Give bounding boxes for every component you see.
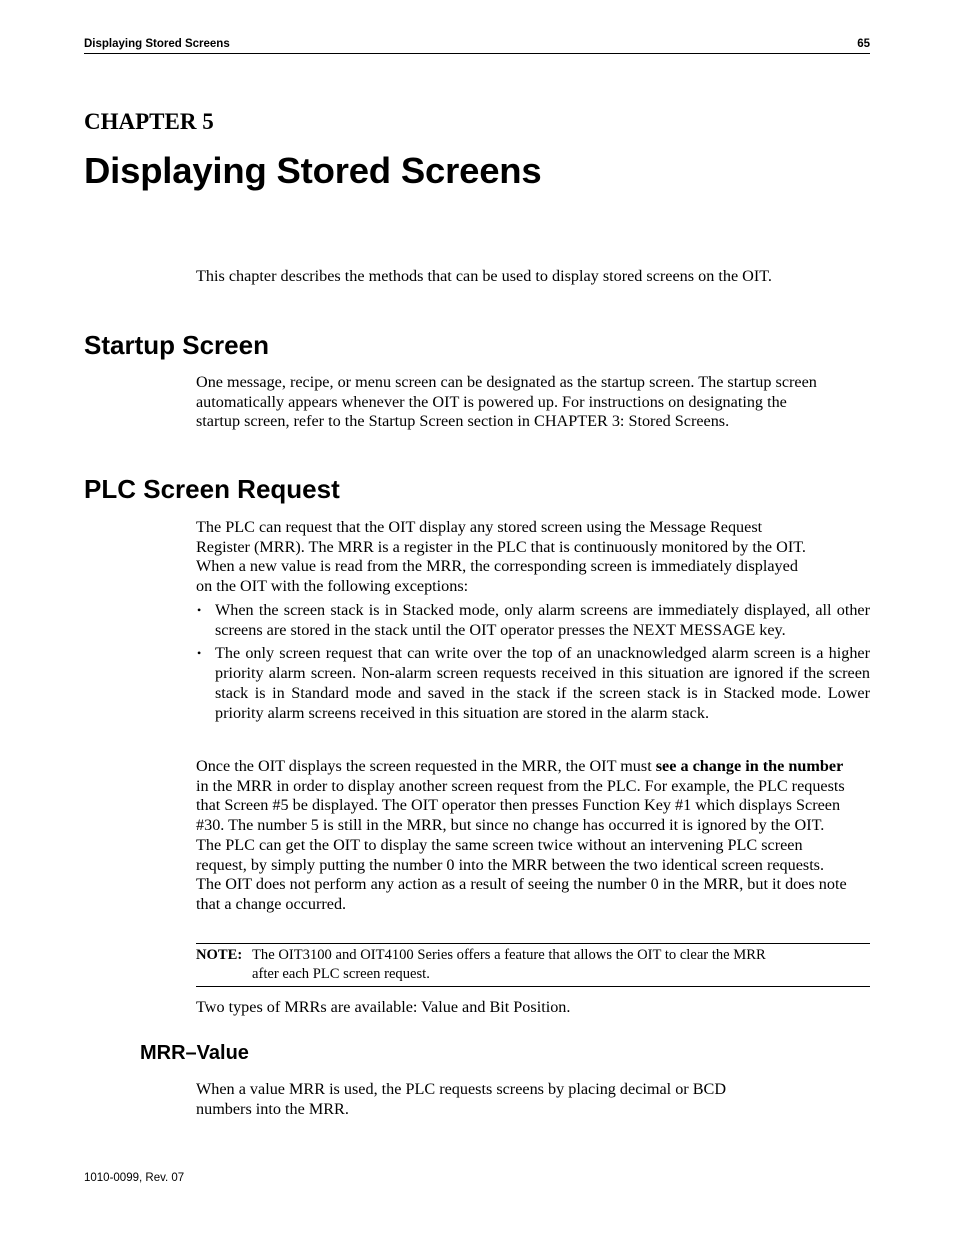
note-label: NOTE: — [196, 947, 243, 963]
startup-line: startup screen, refer to the Startup Screen section in CHAPTER 3: Stored Screens. — [196, 412, 730, 431]
note-line: after each PLC screen request. — [252, 965, 430, 982]
startup-line: automatically appears whenever the OIT is powered up. For instructions on designating the — [196, 392, 787, 411]
note-text — [252, 946, 864, 983]
list-item — [196, 601, 870, 640]
mrr-value-line: When a value MRR is used, the PLC requests screens by placing decimal or BCD — [196, 1080, 727, 1098]
section-heading-plc: PLC Screen Request — [84, 474, 340, 504]
mrr-types-paragraph — [196, 998, 870, 1018]
startup-paragraph — [196, 373, 870, 432]
running-header-title: Displaying Stored Screens — [84, 38, 230, 50]
exceptions-list — [196, 601, 870, 723]
mrr-types-text: Two types of MRRs are available: Value and Bit Position. — [196, 998, 571, 1016]
subsection-heading-mrr-value: MRR–Value — [140, 1042, 249, 1064]
startup-line: One message, recipe, or menu screen can be designated as the startup screen. The startup screen — [196, 373, 817, 391]
note-box — [196, 943, 870, 987]
bullet-icon: • — [197, 603, 202, 617]
plc-intro-line: Register (MRR). The MRR is a register in the PLC that is continuously monitored by the OIT. — [196, 537, 806, 556]
page-number: 65 — [857, 38, 870, 50]
paragraph-text-start: Once the OIT displays the screen requested in the MRR, the OIT must — [196, 757, 656, 775]
plc-intro-line: The PLC can request that the OIT display any stored screen using the Message Request — [196, 518, 763, 536]
list-item — [196, 644, 870, 723]
chapter-label: CHAPTER 5 — [84, 109, 214, 134]
bullet-icon: • — [197, 646, 202, 661]
paragraph-text-end: in the MRR in order to display another screen request from the PLC. For example, the PLC requests that Screen #5 be displayed. The OIT operator then presses Function Key #1 which displays Screen #30. The number 5 is still in the MRR, but since no change has occurred it is ignored by the OIT. The PLC can get the OIT to display the same screen twice without an intervening PLC screen request, by simply putting the number 0 into the MRR between the two identical screen requests. The OIT does not perform any action as a result of seeing the number 0 in the MRR, but it does note that a change occurred. — [196, 776, 847, 913]
paragraph-text — [196, 757, 852, 915]
mrr-change-paragraph — [196, 757, 852, 915]
section-heading-startup: Startup Screen — [84, 330, 269, 360]
intro-text: This chapter describes the methods that can be used to display stored screens on the OIT. — [196, 267, 772, 285]
list-item-text: When the screen stack is in Stacked mode, only alarm screens are immediately displayed, all other screens are stored in the stack until the OIT operator presses the NEXT MESSAGE key. — [215, 601, 870, 639]
page-footer: 1010-0099, Rev. 07 — [84, 1172, 185, 1184]
chapter-title: Displaying Stored Screens — [84, 150, 542, 191]
mrr-value-line: numbers into the MRR. — [196, 1099, 349, 1118]
plc-intro-line: on the OIT with the following exceptions: — [196, 577, 469, 596]
plc-intro-paragraph — [196, 518, 870, 597]
chapter-intro — [196, 267, 870, 287]
list-item-text: The only screen request that can write over the top of an unacknowledged alarm screen is a higher priority alarm screen. Non-alarm screen requests received in this situation are ignored if the screen stack is in Standard mode and saved in the stack if the screen stack is in Stacked mode. Lower priority alarm screens received in this situation are stored in the alarm stack. — [215, 644, 870, 722]
note-line: The OIT3100 and OIT4100 Series offers a feature that allows the OIT to clear the MRR — [252, 947, 766, 963]
emphasis-text: see a change in the number — [655, 757, 844, 775]
mrr-value-paragraph — [196, 1080, 870, 1119]
plc-intro-line: When a new value is read from the MRR, the corresponding screen is immediately displayed — [196, 557, 798, 576]
page-header — [84, 38, 870, 54]
